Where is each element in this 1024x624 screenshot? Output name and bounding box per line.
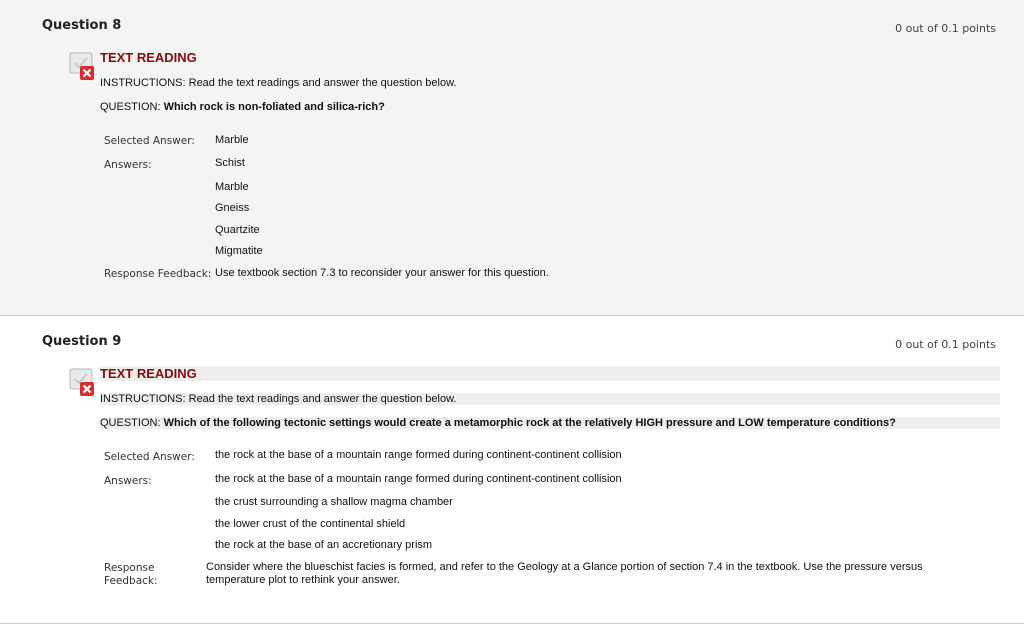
incorrect-icon [67,367,97,397]
question-9-panel [0,316,1024,624]
feedback-text: Consider where the blueschist facies is formed, and refer to the Geology at a Glance portion of section 7.4 in the textbook. Use the pressure versus temperature plot to rethink your answer. [206,561,923,586]
incorrect-icon [67,51,97,81]
question-points: 0 out of 0.1 points [895,338,996,351]
section-heading: TEXT READING [100,50,197,65]
instructions-line [100,393,1000,405]
answer-item: the lower crust of the continental shield [215,518,406,530]
answer-item: the rock at the base of a mountain range formed during continent-continent collision [215,473,622,485]
selected-answer-value: the rock at the base of a mountain range formed during continent-continent collision [215,449,622,461]
selected-answer-label: Selected Answer: [104,135,195,147]
feedback-label-line2: Feedback: [104,575,158,587]
answer-item: Quartzite [215,224,260,236]
answers-label: Answers: [104,159,152,171]
question-line [100,101,385,113]
question-title: Question 9 [42,334,122,349]
answer-item: Schist [215,157,245,169]
section-heading: TEXT READING [100,366,1000,381]
instructions-label: INSTRUCTIONS: [100,77,186,89]
instructions-label: INSTRUCTIONS: [100,393,186,405]
feedback-label: Response Feedback: [104,268,212,280]
feedback-text: Use textbook section 7.3 to reconsider your answer for this question. [215,267,549,279]
feedback-label [104,562,158,588]
feedback-label-line1: Response [104,562,155,574]
answer-item: Migmatite [215,245,263,257]
question-text: Which of the following tectonic settings would create a metamorphic rock at the relatively HIGH pressure and LOW temperature conditions? [163,417,896,429]
question-title: Question 8 [42,18,122,33]
answer-item: the rock at the base of an accretionary prism [215,539,433,551]
question-line [100,417,1000,429]
question-label: QUESTION: [100,101,161,113]
instructions-text: Read the text readings and answer the question below. [188,77,457,89]
selected-answer-value: Marble [215,134,249,146]
question-label: QUESTION: [100,417,161,429]
answer-item: the crust surrounding a shallow magma chamber [215,496,453,508]
answer-item: Marble [215,181,249,193]
question-text: Which rock is non-foliated and silica-rich? [163,101,385,113]
answers-label: Answers: [104,475,152,487]
question-points: 0 out of 0.1 points [895,22,996,35]
instructions-text: Read the text readings and answer the question below. [188,393,457,405]
answer-item: Gneiss [215,202,250,214]
instructions-line [100,77,456,89]
selected-answer-label: Selected Answer: [104,451,195,463]
